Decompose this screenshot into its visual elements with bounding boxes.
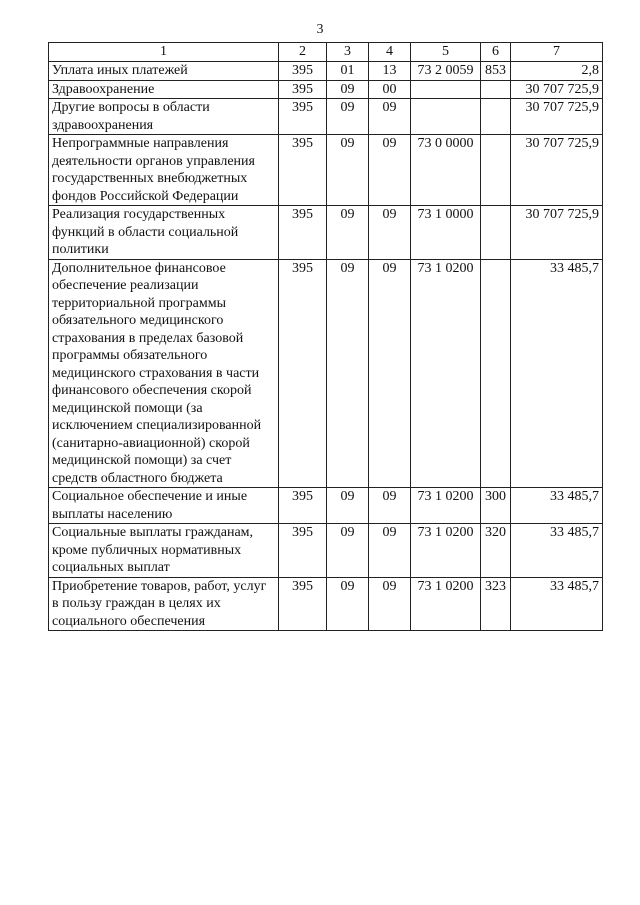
cell-subsection: 00 bbox=[369, 80, 411, 99]
table-row bbox=[49, 577, 603, 631]
cell-admin-code: 395 bbox=[279, 488, 327, 524]
cell-target-article bbox=[411, 80, 481, 99]
cell-expense-type bbox=[481, 206, 511, 260]
cell-admin-code: 395 bbox=[279, 135, 327, 206]
cell-target-article bbox=[411, 99, 481, 135]
cell-admin-code: 395 bbox=[279, 99, 327, 135]
column-header: 2 bbox=[279, 43, 327, 62]
cell-subsection: 09 bbox=[369, 99, 411, 135]
cell-target-article: 73 1 0000 bbox=[411, 206, 481, 260]
cell-admin-code: 395 bbox=[279, 577, 327, 631]
cell-admin-code: 395 bbox=[279, 206, 327, 260]
cell-section: 09 bbox=[327, 206, 369, 260]
column-header: 5 bbox=[411, 43, 481, 62]
cell-expense-type: 320 bbox=[481, 524, 511, 578]
row-name: Непрограммные направления деятельности органов управления государственных внебюджетных фондов Российской Федерации bbox=[49, 135, 279, 206]
cell-expense-type bbox=[481, 99, 511, 135]
cell-expense-type bbox=[481, 259, 511, 488]
cell-expense-type: 323 bbox=[481, 577, 511, 631]
column-header: 7 bbox=[511, 43, 603, 62]
table-row bbox=[49, 99, 603, 135]
cell-expense-type bbox=[481, 80, 511, 99]
cell-subsection: 09 bbox=[369, 577, 411, 631]
row-name: Социальное обеспечение и иные выплаты населению bbox=[49, 488, 279, 524]
column-header: 3 bbox=[327, 43, 369, 62]
cell-subsection: 09 bbox=[369, 206, 411, 260]
column-header: 1 bbox=[49, 43, 279, 62]
cell-target-article: 73 1 0200 bbox=[411, 577, 481, 631]
column-header: 4 bbox=[369, 43, 411, 62]
cell-section: 09 bbox=[327, 99, 369, 135]
cell-section: 09 bbox=[327, 135, 369, 206]
table-row bbox=[49, 80, 603, 99]
cell-section: 09 bbox=[327, 80, 369, 99]
cell-target-article: 73 1 0200 bbox=[411, 524, 481, 578]
cell-subsection: 09 bbox=[369, 135, 411, 206]
cell-target-article: 73 1 0200 bbox=[411, 488, 481, 524]
row-name: Дополнительное финансовое обеспечение реализации территориальной программы обязательного медицинского страхования в пределах базовой программы обязательного медицинского страхования в части финансового обеспечения скорой медицинской помощи (за исключением специализированной (санитарно-авиационной) скорой медицинской помощи) за счет средств областного бюджета bbox=[49, 259, 279, 488]
row-name: Другие вопросы в области здравоохранения bbox=[49, 99, 279, 135]
table-header-row bbox=[49, 43, 603, 62]
cell-subsection: 09 bbox=[369, 259, 411, 488]
cell-expense-type: 853 bbox=[481, 62, 511, 81]
row-name: Социальные выплаты гражданам, кроме публичных нормативных социальных выплат bbox=[49, 524, 279, 578]
table-row bbox=[49, 524, 603, 578]
cell-amount: 30 707 725,9 bbox=[511, 99, 603, 135]
page-number: 3 bbox=[316, 22, 324, 37]
row-name: Приобретение товаров, работ, услуг в пользу граждан в целях их социального обеспечения bbox=[49, 577, 279, 631]
cell-subsection: 13 bbox=[369, 62, 411, 81]
table-row bbox=[49, 488, 603, 524]
cell-section: 09 bbox=[327, 524, 369, 578]
table-row bbox=[49, 62, 603, 81]
cell-subsection: 09 bbox=[369, 488, 411, 524]
row-name: Реализация государственных функций в области социальной политики bbox=[49, 206, 279, 260]
cell-target-article: 73 2 0059 bbox=[411, 62, 481, 81]
cell-expense-type: 300 bbox=[481, 488, 511, 524]
cell-expense-type bbox=[481, 135, 511, 206]
table-row bbox=[49, 259, 603, 488]
cell-amount: 33 485,7 bbox=[511, 524, 603, 578]
cell-amount: 30 707 725,9 bbox=[511, 80, 603, 99]
table-row bbox=[49, 206, 603, 260]
cell-section: 01 bbox=[327, 62, 369, 81]
cell-admin-code: 395 bbox=[279, 80, 327, 99]
cell-section: 09 bbox=[327, 577, 369, 631]
column-header: 6 bbox=[481, 43, 511, 62]
table-row bbox=[49, 135, 603, 206]
row-name: Здравоохранение bbox=[49, 80, 279, 99]
cell-amount: 30 707 725,9 bbox=[511, 135, 603, 206]
cell-section: 09 bbox=[327, 259, 369, 488]
cell-admin-code: 395 bbox=[279, 62, 327, 81]
cell-target-article: 73 0 0000 bbox=[411, 135, 481, 206]
cell-section: 09 bbox=[327, 488, 369, 524]
cell-amount: 30 707 725,9 bbox=[511, 206, 603, 260]
cell-amount: 33 485,7 bbox=[511, 577, 603, 631]
cell-target-article: 73 1 0200 bbox=[411, 259, 481, 488]
cell-admin-code: 395 bbox=[279, 259, 327, 488]
cell-amount: 33 485,7 bbox=[511, 488, 603, 524]
cell-subsection: 09 bbox=[369, 524, 411, 578]
cell-amount: 2,8 bbox=[511, 62, 603, 81]
cell-amount: 33 485,7 bbox=[511, 259, 603, 488]
budget-table bbox=[48, 42, 603, 631]
row-name: Уплата иных платежей bbox=[49, 62, 279, 81]
cell-admin-code: 395 bbox=[279, 524, 327, 578]
